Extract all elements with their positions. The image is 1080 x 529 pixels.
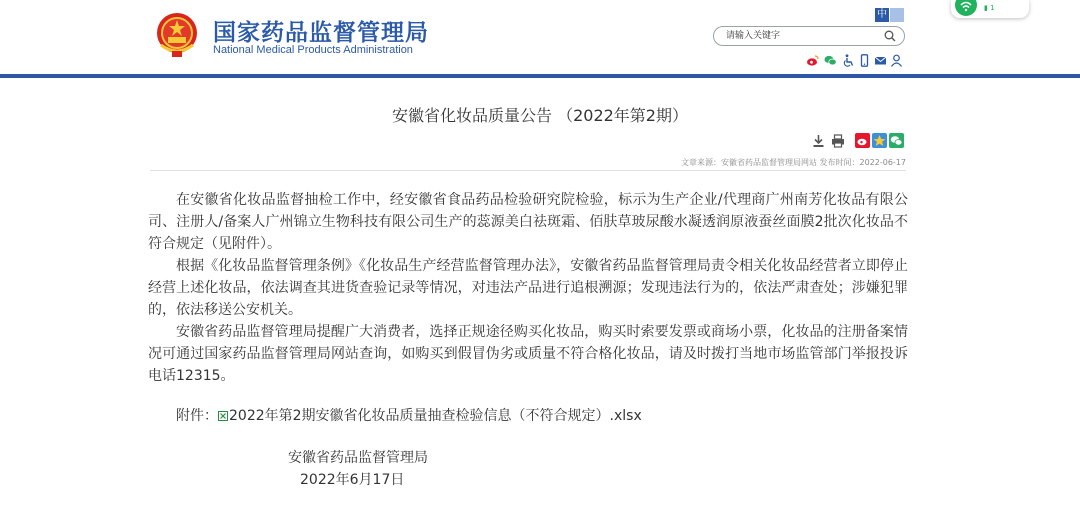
article-body bbox=[148, 189, 908, 387]
floating-widget[interactable] bbox=[951, 0, 1029, 18]
search-input[interactable] bbox=[726, 29, 876, 43]
accessibility-icon[interactable] bbox=[842, 52, 855, 65]
language-chinese-button[interactable]: 中 bbox=[877, 9, 887, 20]
excel-file-icon bbox=[218, 411, 228, 421]
article-meta: 文章来源：安徽省药品监督管理局网站 发布时间：2022-06-17 bbox=[680, 158, 906, 167]
language-english-button[interactable] bbox=[890, 8, 904, 22]
site-header bbox=[0, 0, 1080, 78]
header-divider bbox=[0, 74, 1080, 78]
mobile-icon[interactable] bbox=[858, 52, 871, 65]
meta-divider bbox=[150, 170, 906, 171]
search-box bbox=[713, 26, 905, 46]
paragraph: 安徽省药品监督管理局提醒广大消费者，选择正规途径购买化妆品，购买时索要发票或商场小票，化妆品的注册备案情况可通过国家药品监督管理局网站查询，如购买到假冒伪劣或质量不符合格化妆品，请及时拨打当地市场监管部门举报投诉电话12315。 bbox=[148, 324, 908, 384]
site-subtitle: National Medical Products Administration bbox=[213, 44, 413, 56]
wechat-icon[interactable] bbox=[824, 52, 837, 65]
share-weibo-icon[interactable] bbox=[855, 133, 870, 147]
share-qzone-icon[interactable] bbox=[872, 133, 887, 147]
user-icon[interactable] bbox=[890, 52, 903, 65]
signature-organization: 安徽省药品监督管理局 bbox=[288, 450, 428, 466]
attachment-label: 附件： bbox=[176, 408, 218, 424]
paragraph: 根据《化妆品监督管理条例》《化妆品生产经营监督管理办法》，安徽省药品监督管理局责令相关化妆品经营者立即停止经营上述化妆品，依法调查其进货查验记录等情况，对违法产品进行追根溯源；发现违法行为的，依法严肃查处；涉嫌犯罪的，依法移送公安机关。 bbox=[148, 258, 908, 318]
wifi-icon bbox=[955, 0, 977, 16]
share-wechat-icon[interactable] bbox=[889, 133, 904, 147]
print-icon[interactable] bbox=[831, 133, 845, 147]
search-icon[interactable] bbox=[884, 30, 896, 42]
article-title: 安徽省化妆品质量公告 （2022年第2期） bbox=[392, 106, 688, 125]
paragraph: 在安徽省化妆品监督抽检工作中，经安徽省食品药品检验研究院检验，标示为生产企业/代理商广州南芳化妆品有限公司、注册人/备案人广州锦立生物科技有限公司生产的蕊源美白祛斑霜、佰肤草玻尿酸水凝透润原液蚕丝面膜2批次化妆品不符合规定（见附件）。 bbox=[148, 192, 908, 252]
mail-icon[interactable] bbox=[874, 52, 887, 65]
site-title[interactable]: 国家药品监督管理局 bbox=[213, 20, 429, 46]
floating-widget-count: ▮ 1 bbox=[984, 4, 995, 12]
signature-date: 2022年6月17日 bbox=[300, 472, 405, 488]
attachment-row bbox=[176, 405, 642, 425]
national-emblem-icon bbox=[155, 11, 199, 59]
attachment-link[interactable]: 2022年第2期安徽省化妆品质量抽查检验信息（不符合规定）.xlsx bbox=[229, 408, 642, 424]
weibo-icon[interactable] bbox=[806, 52, 819, 65]
download-icon[interactable] bbox=[812, 133, 825, 147]
